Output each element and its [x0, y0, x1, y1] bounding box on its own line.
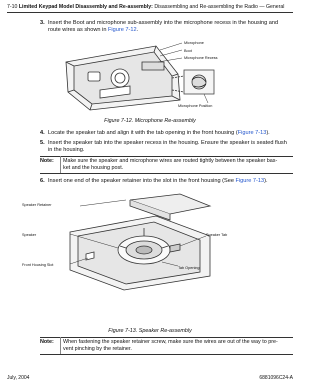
note-line: Make sure the speaker and microphone wires are routed tightly between the speaker bas-	[63, 158, 278, 164]
speaker-reassembly-figure	[60, 192, 240, 292]
note-divider	[60, 156, 61, 173]
text-run: ).	[266, 130, 270, 136]
step-text	[48, 130, 270, 137]
subsection-title: Disassembling and Re-assembling the Radio — General	[154, 4, 285, 10]
callout-speaker-retainer: Speaker Retainer	[22, 203, 52, 207]
callout-front-housing-slot: Front Housing Slot	[22, 263, 54, 267]
note-box	[40, 156, 293, 173]
step-number: 5.	[40, 140, 45, 146]
step-number: 3.	[40, 20, 45, 26]
note-line: ket and the housing post.	[63, 164, 124, 171]
step-line: Insert the Boot and microphone sub-assembly into the microphone recess in the housing and	[48, 20, 279, 26]
note-text	[63, 339, 291, 352]
figure-link[interactable]: Figure 7-12	[108, 27, 137, 33]
callout-tab-opening: Tab Opening	[178, 266, 200, 270]
figure-caption: Figure 7-13. Speaker Re-assembly	[108, 328, 192, 334]
microphone-reassembly-figure	[60, 40, 240, 112]
step-line: Insert the speaker tab into the speaker recess in the housing. Ensure the speaker is seated flush	[48, 140, 287, 146]
text-run: .	[136, 27, 139, 33]
callout-microphone-recess: Microphone Recess	[184, 56, 218, 60]
note-box	[40, 337, 293, 354]
note-divider	[60, 337, 61, 354]
note-rule-bottom	[40, 173, 293, 174]
callout-speaker-tab: Speaker Tab	[206, 233, 228, 237]
step-text	[48, 140, 287, 154]
page-number: 7-10	[7, 4, 18, 10]
note-label: Note:	[40, 158, 54, 164]
step-text	[48, 20, 278, 34]
figure-link[interactable]: Figure 7-13	[235, 178, 265, 184]
header-rule	[7, 12, 293, 13]
note-line: vent pinching by the retainer.	[63, 345, 132, 352]
text-run: Locate the speaker tab and align it with the tab opening in the front housing (	[48, 130, 238, 136]
callout-microphone: Microphone	[184, 41, 204, 45]
section-title: Limited Keypad Model Disassembly and Re-assembly:	[18, 4, 153, 10]
footer-doc-number: 6881096C24-A	[259, 375, 293, 381]
callout-boot: Boot	[184, 49, 192, 53]
footer-date: July, 2004	[7, 375, 30, 381]
text-run: route wires as shown in	[48, 27, 109, 33]
step-number: 6.	[40, 178, 45, 184]
step-line: in the housing.	[48, 147, 85, 153]
note-rule-bottom	[40, 354, 293, 355]
note-label: Note:	[40, 339, 54, 345]
step-text	[48, 178, 268, 185]
step-line	[48, 130, 270, 137]
figure-caption: Figure 7-12. Microphone Re-assembly	[104, 118, 196, 124]
note-line: When fastening the speaker retainer screw, make sure the wires are out of the way to pre-	[63, 339, 278, 345]
callout-microphone-position: Microphone Position	[178, 104, 213, 108]
step-number: 4.	[40, 130, 45, 136]
text-run: Insert one end of the speaker retainer into the slot in the front housing (See	[48, 178, 236, 184]
figure-link[interactable]: Figure 7-13	[237, 130, 267, 136]
running-header	[7, 4, 293, 10]
text-run: ).	[264, 178, 268, 184]
callout-speaker: Speaker	[22, 233, 37, 237]
note-text	[63, 158, 291, 171]
step-line	[48, 27, 278, 34]
step-line	[48, 178, 268, 185]
